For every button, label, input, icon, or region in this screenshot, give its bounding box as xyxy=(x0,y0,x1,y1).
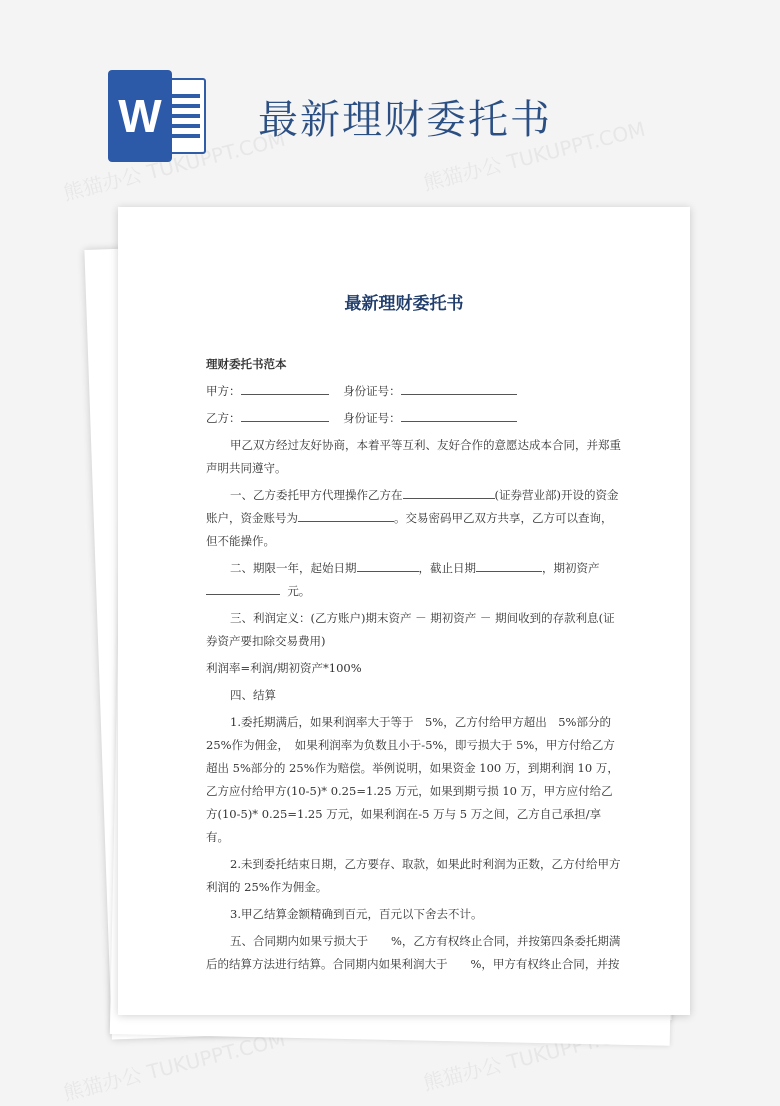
party-b-label: 乙方： xyxy=(206,411,241,425)
document-page xyxy=(118,207,690,1015)
party-b-line xyxy=(206,407,621,430)
party-a-id-label: 身份证号： xyxy=(343,384,401,398)
party-a-blank xyxy=(241,380,329,395)
end-date-blank xyxy=(476,557,542,572)
clause-4: 四、结算 xyxy=(230,688,276,702)
brokerage-blank xyxy=(403,484,495,499)
clause-1-text-c: 。交易密码甲乙双方共享，乙方可以查询，但不能操作。 xyxy=(206,511,613,548)
party-b-id-blank xyxy=(401,407,517,422)
clause-2 xyxy=(206,557,621,603)
clause-2-text-d: 元。 xyxy=(287,584,311,598)
clause-5: 五、合同期内如果亏损大于 %，乙方有权终止合同，并按第四条委托期满后的结算方法进行结算。合同期内如果利润大于 %，甲方有权终止合同，并按 xyxy=(206,934,621,971)
initial-assets-blank xyxy=(206,580,280,595)
watermark: 熊猫办公 TUKUPPT.COM xyxy=(420,1016,648,1096)
party-b-id-label: 身份证号： xyxy=(343,411,401,425)
item-2: 2.未到委托结束日期，乙方要存、取款，如果此时利润为正数，乙方付给甲方利润的 25%作为佣金。 xyxy=(206,857,621,894)
document-body xyxy=(206,353,621,980)
watermark: 熊猫办公 TUKUPPT.COM xyxy=(60,126,288,206)
item-3: 3.甲乙结算金额精确到百元，百元以下舍去不计。 xyxy=(230,907,483,921)
party-a-id-blank xyxy=(401,380,517,395)
party-b-blank xyxy=(241,407,329,422)
account-number-blank xyxy=(298,507,394,522)
start-date-blank xyxy=(357,557,419,572)
watermark: 熊猫办公 TUKUPPT.COM xyxy=(60,1026,288,1106)
word-icon xyxy=(108,70,208,162)
clause-2-text-b: ，截止日期 xyxy=(418,561,476,575)
banner-title: 最新理财委托书 xyxy=(258,97,552,143)
item-1: 1.委托期满后，如果利润率大于等于 5%，乙方付给甲方超出 5%部分的25%作为佣金， 如果利润率为负数且小于-5%，即亏损大于 5%，甲方付给乙方超出 5%部分的 25%作为赔偿。举例说明，如果资金 100 万，到期利润 10 万，乙方应付给甲方(10-5)* 0.25=1.25 万元，如果到期亏损 10 万，甲方应付给乙方(10-5)* 0.25=1.25 万元，如果利润在-5 万与 5 万之间，乙方自己承担/享有。 xyxy=(206,715,619,844)
banner xyxy=(0,0,780,200)
word-w-letter: W xyxy=(108,70,172,162)
document-heading: 理财委托书范本 xyxy=(206,357,287,371)
clause-1-text-a: 一、乙方委托甲方代理操作乙方在 xyxy=(230,488,403,502)
clause-2-text-c: ，期初资产 xyxy=(542,561,600,575)
party-a-label: 甲方： xyxy=(206,384,241,398)
profit-formula: 利润率=利润/期初资产*100% xyxy=(206,661,362,675)
intro-paragraph: 甲乙双方经过友好协商，本着平等互利、友好合作的意愿达成本合同，并郑重声明共同遵守。 xyxy=(206,438,621,475)
clause-2-text-a: 二、期限一年，起始日期 xyxy=(230,561,357,575)
clause-1 xyxy=(206,484,621,553)
document-title: 最新理财委托书 xyxy=(344,294,464,314)
party-a-line xyxy=(206,380,621,403)
clause-1-text-b: (证券营业部)开设的资金账户，资金账号为 xyxy=(206,488,619,525)
watermark: 熊猫办公 TUKUPPT.COM xyxy=(420,116,648,196)
clause-3: 三、利润定义：(乙方账户)期末资产 － 期初资产 － 期间收到的存款利息(证券资产要扣除交易费用) xyxy=(206,611,615,648)
